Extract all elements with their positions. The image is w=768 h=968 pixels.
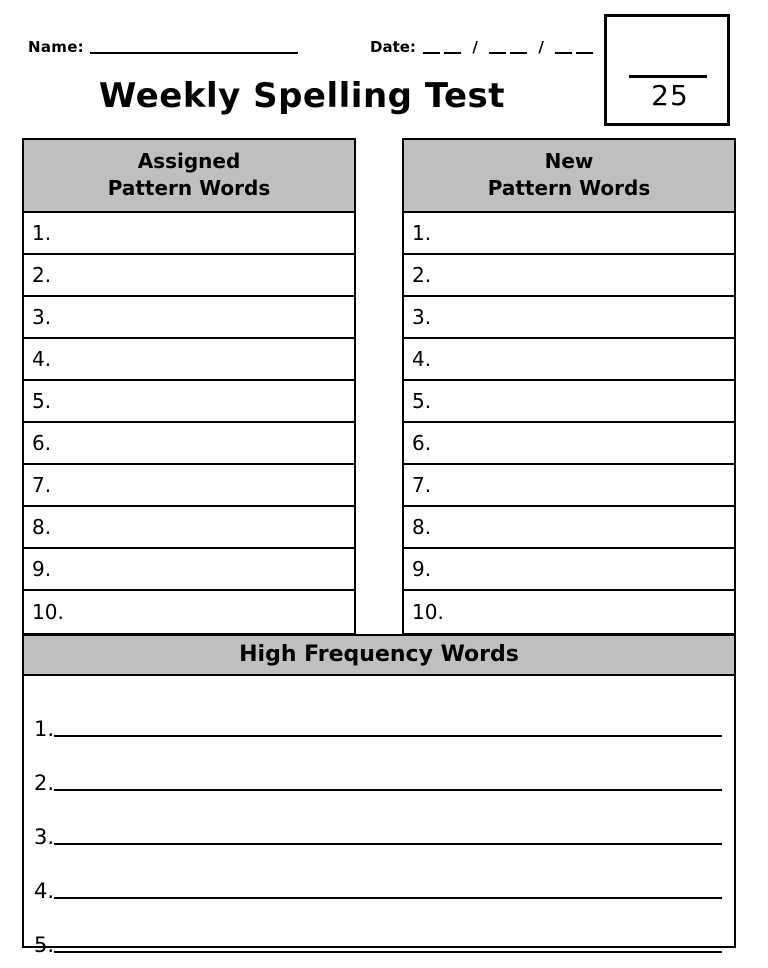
new-word-row-1[interactable]: 1. [404, 213, 734, 255]
new-word-row-4[interactable]: 4. [404, 339, 734, 381]
date-separator-1: / [472, 38, 478, 56]
assigned-word-row-4[interactable]: 4. [24, 339, 354, 381]
high-frequency-row-4[interactable] [24, 848, 734, 902]
new-word-row-10[interactable]: 10. [412, 600, 444, 624]
assigned-word-row-10[interactable]: 10. [32, 600, 64, 624]
high-frequency-blank-4[interactable] [54, 897, 722, 899]
high-frequency-blank-1[interactable] [54, 735, 722, 737]
page-title: Weekly Spelling Test [98, 76, 506, 116]
new-heading-line-2: Pattern Words [487, 176, 651, 200]
new-pattern-words-heading [404, 140, 734, 213]
score-total: 25 [651, 79, 689, 112]
high-frequency-words-heading: High Frequency Words [24, 636, 734, 676]
high-frequency-row-1[interactable] [24, 686, 734, 740]
new-heading-line-1: New [544, 149, 594, 173]
date-label: Date: [370, 38, 416, 56]
assigned-word-row-8[interactable]: 8. [24, 507, 354, 549]
high-frequency-row-2[interactable] [24, 740, 734, 794]
new-word-row-7[interactable]: 7. [404, 465, 734, 507]
date-field-row [370, 38, 595, 56]
new-word-row-2[interactable]: 2. [404, 255, 734, 297]
name-field-row [28, 38, 298, 56]
date-month-blank-1[interactable] [423, 52, 440, 54]
assigned-word-row-9[interactable]: 9. [24, 549, 354, 591]
date-day-blank-1[interactable] [489, 52, 506, 54]
new-word-row-3[interactable]: 3. [404, 297, 734, 339]
assigned-pattern-words-column [22, 138, 356, 635]
new-word-row-8[interactable]: 8. [404, 507, 734, 549]
high-frequency-number-1: 1. [34, 717, 55, 741]
high-frequency-number-3: 3. [34, 825, 55, 849]
high-frequency-blank-2[interactable] [54, 789, 722, 791]
high-frequency-row-3[interactable] [24, 794, 734, 848]
new-pattern-words-column [402, 138, 736, 635]
date-year-blank-1[interactable] [555, 52, 572, 54]
score-box[interactable] [604, 14, 730, 126]
new-word-row-5[interactable]: 5. [404, 381, 734, 423]
high-frequency-words-body [24, 676, 734, 957]
new-word-row-9[interactable]: 9. [404, 549, 734, 591]
date-year-blank-2[interactable] [576, 52, 593, 54]
high-frequency-blank-5[interactable] [54, 951, 722, 953]
assigned-heading-line-2: Pattern Words [107, 176, 271, 200]
high-frequency-words-section [22, 634, 736, 957]
date-separator-2: / [538, 38, 544, 56]
assigned-word-row-3[interactable]: 3. [24, 297, 354, 339]
name-label: Name: [28, 38, 84, 56]
high-frequency-row-5[interactable] [24, 902, 734, 956]
assigned-word-row-2[interactable]: 2. [24, 255, 354, 297]
assigned-word-row-7[interactable]: 7. [24, 465, 354, 507]
assigned-heading-line-1: Assigned [137, 149, 241, 173]
worksheet-header [0, 0, 768, 130]
high-frequency-number-5: 5. [34, 933, 55, 957]
high-frequency-number-2: 2. [34, 771, 55, 795]
high-frequency-blank-3[interactable] [54, 843, 722, 845]
high-frequency-number-4: 4. [34, 879, 55, 903]
assigned-word-row-6[interactable]: 6. [24, 423, 354, 465]
assigned-word-row-5[interactable]: 5. [24, 381, 354, 423]
new-word-row-6[interactable]: 6. [404, 423, 734, 465]
assigned-pattern-words-heading [24, 140, 354, 213]
assigned-word-row-1[interactable]: 1. [24, 213, 354, 255]
score-divider [629, 75, 707, 78]
date-day-blank-2[interactable] [510, 52, 527, 54]
name-input-blank[interactable] [90, 52, 298, 54]
date-month-blank-2[interactable] [444, 52, 461, 54]
